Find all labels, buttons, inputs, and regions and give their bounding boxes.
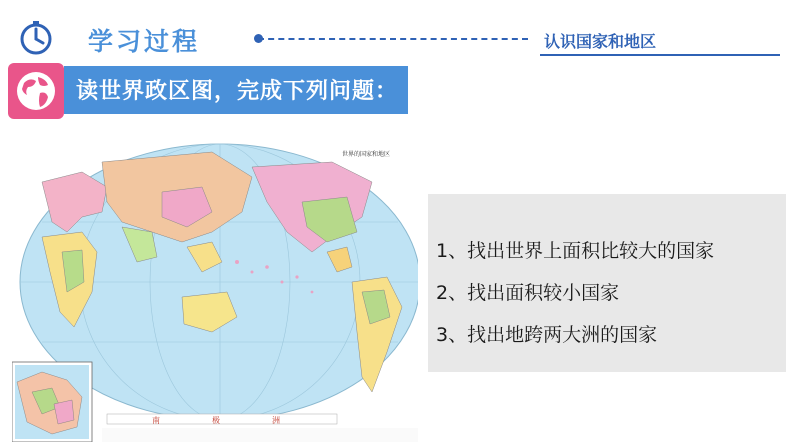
map-label-pole: 极: [212, 416, 220, 425]
stopwatch-icon: [18, 20, 54, 56]
header-divider: [258, 38, 528, 40]
globe-icon: [8, 63, 64, 119]
map-title: 世界的国家和地区: [342, 151, 391, 158]
page-title: 学习过程: [88, 27, 201, 56]
question-1: 1、找出世界上面积比较大的国家: [436, 240, 715, 262]
banner-text: 读世界政区图，完成下列问题：: [76, 79, 399, 104]
globe-icon-box: [8, 63, 64, 119]
map-label-continent: 洲: [272, 416, 280, 425]
section-tag-label: 认识国家和地区: [544, 32, 657, 51]
question-3: 3、找出地跨两大洲的国家: [436, 324, 658, 346]
section-tag: [540, 24, 780, 56]
map-label-south: 南: [152, 416, 160, 425]
question-box: [428, 194, 786, 372]
question-2: 2、找出面积较小国家: [436, 282, 620, 304]
world-political-map: [12, 142, 418, 442]
